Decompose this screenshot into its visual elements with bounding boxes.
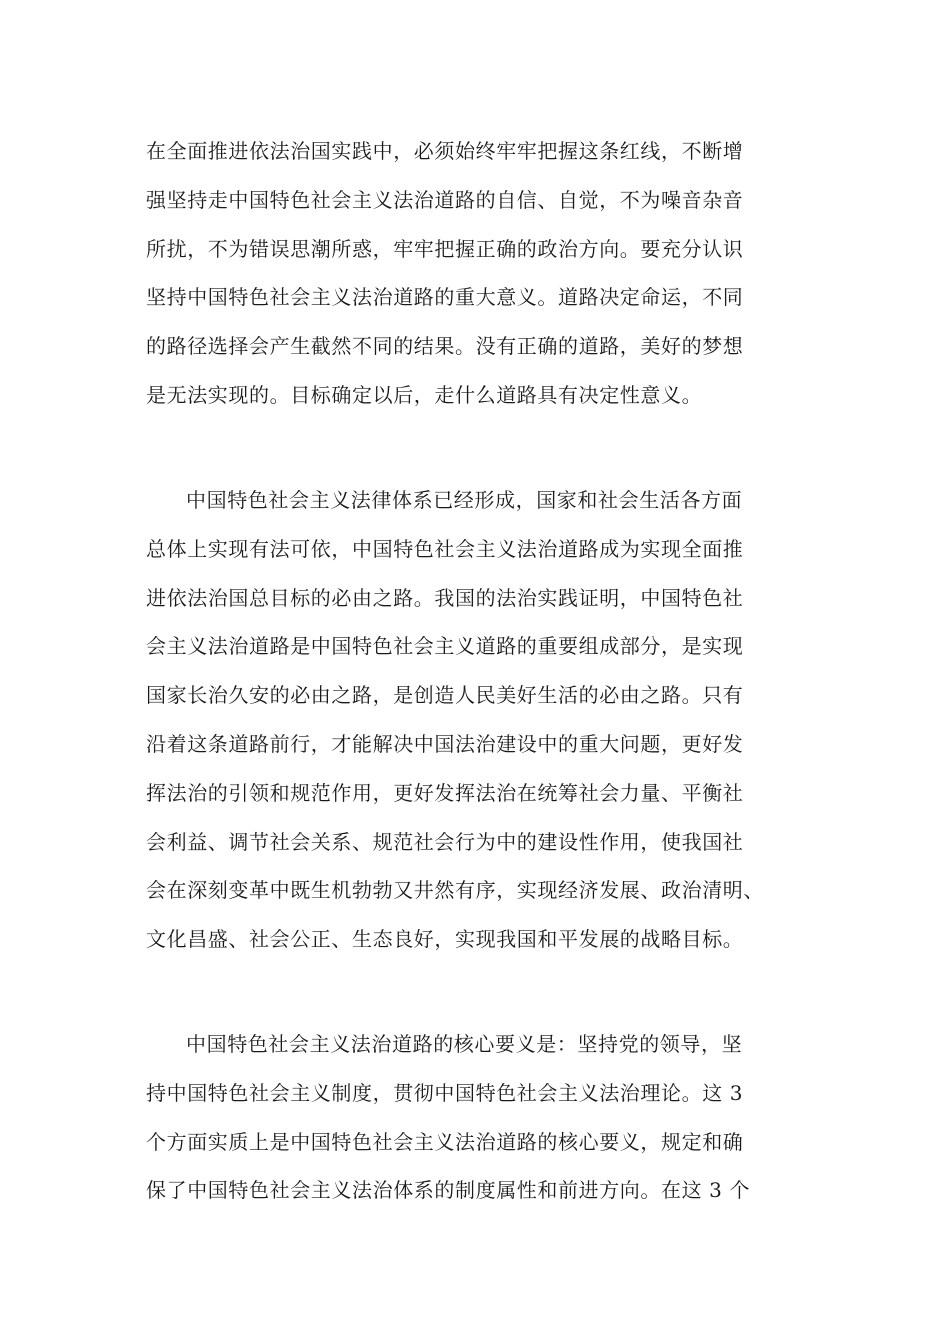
paragraph-1: [146, 127, 826, 420]
text-line: 是无法实现的。目标确定以后，走什么道路具有决定性意义。: [146, 382, 703, 407]
text-line: 进依法治国总目标的必由之路。我国的法治实践证明，中国特色社: [146, 585, 744, 610]
text-line: 中国特色社会主义法律体系已经形成，国家和社会生活各方面: [186, 488, 743, 512]
text-line: 持中国特色社会主义制度，贯彻中国特色社会主义法治理论。这 3: [146, 1080, 744, 1105]
text-line: 的路径选择会产生截然不同的结果。没有正确的道路，美好的梦想: [146, 334, 744, 359]
text-line: 所扰，不为错误思潮所惑，牢牢把握正确的政治方向。要充分认识: [146, 236, 744, 261]
text-line: 在全面推进依法治国实践中，必须始终牢牢把握这条红线，不断增: [146, 139, 744, 163]
text-line: 沿着这条道路前行，才能解决中国法治建设中的重大问题，更好发: [146, 731, 744, 756]
text-line: 会利益、调节社会关系、规范社会行为中的建设性作用，使我国社: [146, 829, 744, 854]
text-line: 坚持中国特色社会主义法治道路的重大意义。道路决定命运，不同: [146, 285, 744, 310]
text-line: 个方面实质上是中国特色社会主义法治道路的核心要义，规定和确: [146, 1129, 744, 1154]
text-line: 文化昌盛、社会公正、生态良好，实现我国和平发展的战略目标。: [146, 927, 744, 952]
paragraph-2: [146, 476, 826, 964]
text-line: 国家长治久安的必由之路，是创造人民美好生活的必由之路。只有: [146, 683, 744, 708]
text-line: 保了中国特色社会主义法治体系的制度属性和前进方向。在这 3 个: [146, 1178, 751, 1203]
text-line: 会在深刻变革中既生机勃勃又井然有序，实现经济发展、政治清明、: [146, 878, 764, 903]
text-line: 强坚持走中国特色社会主义法治道路的自信、自觉，不为噪音杂音: [146, 187, 744, 212]
text-line: 中国特色社会主义法治道路的核心要义是：坚持党的领导，坚: [186, 1032, 743, 1056]
text-line: 总体上实现有法可依，中国特色社会主义法治道路成为实现全面推: [146, 536, 744, 561]
text-line: 挥法治的引领和规范作用，更好发挥法治在统筹社会力量、平衡社: [146, 780, 744, 805]
text-line: 会主义法治道路是中国特色社会主义道路的重要组成部分，是实现: [146, 634, 744, 659]
paragraph-3: [146, 1020, 826, 1215]
